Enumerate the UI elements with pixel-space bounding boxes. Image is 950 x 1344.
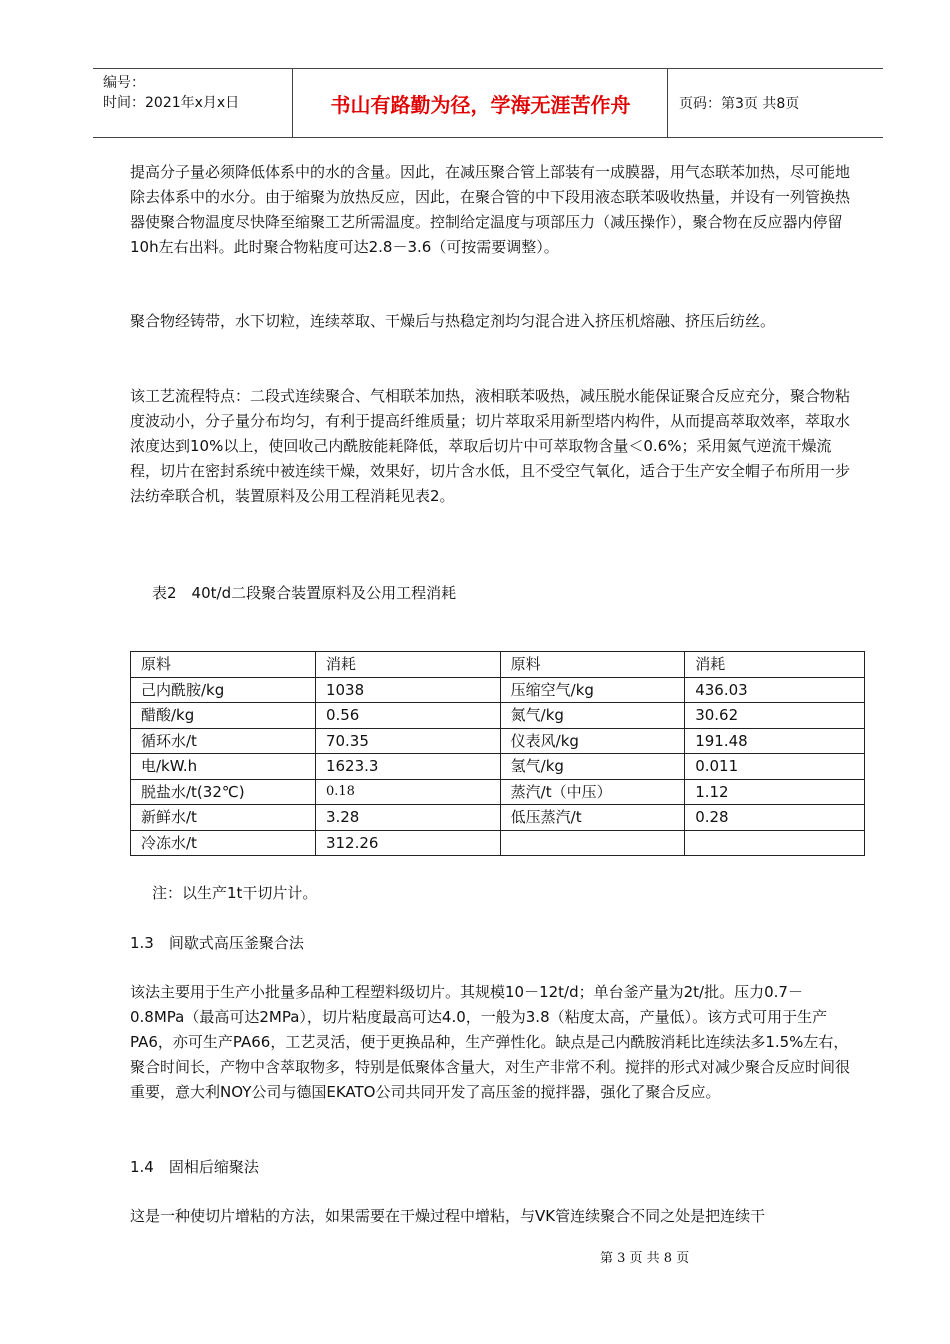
table-cell: 0.28 xyxy=(685,805,865,831)
table-cell: 己内酰胺/kg xyxy=(131,677,316,703)
header-cell: 消耗 xyxy=(315,652,500,678)
table-cell: 436.03 xyxy=(685,677,865,703)
table-cell: 冷冻水/t xyxy=(131,830,316,856)
table-cell: 压缩空气/kg xyxy=(500,677,685,703)
table-note: 注：以生产1t干切片计。 xyxy=(152,884,318,902)
table-cell: 氮气/kg xyxy=(500,703,685,729)
table-cell: 30.62 xyxy=(685,703,865,729)
section-1-4-text: 这是一种使切片增粘的方法，如果需要在干燥过程中增粘，与VK管连续聚合不同之处是把连续干 xyxy=(130,1207,766,1225)
header-meta xyxy=(93,69,293,137)
table-cell: 新鲜水/t xyxy=(131,805,316,831)
table-cell: 循环水/t xyxy=(131,728,316,754)
section-1-4-title: 1.4 固相后缩聚法 xyxy=(130,1158,259,1176)
table-cell: 0.56 xyxy=(315,703,500,729)
table-cell xyxy=(500,830,685,856)
time-label: 时间：2021年x月x日 xyxy=(103,95,240,111)
header-page-info: 页码：第3页 共8页 xyxy=(679,96,800,112)
table-row xyxy=(131,805,865,831)
header-cell: 原料 xyxy=(500,652,685,678)
table-cell: 低压蒸汽/t xyxy=(500,805,685,831)
table-cell: 1.12 xyxy=(685,779,865,805)
section-1-3-text: 该法主要用于生产小批量多品种工程塑料级切片。其规模10－12t/d；单台釜产量为2t/批。压力0.7－0.8MPa（最高可达2MPa），切片粘度最高可达4.0，一般为3.8（粘度太高，产量低）。该方式可用于生产PA6，亦可生产PA66，工艺灵活，便于更换品种，生产弹性化。缺点是己内酰胺消耗比连续法多1.5%左右，聚合时间长，产物中含萃取物多，特别是低聚体含量大，对生产非常不利。搅拌的形式对减少聚合反应时间很重要，意大利NOY公司与德国EKATO公司共同开发了高压釜的搅拌器，强化了聚合反应。 xyxy=(130,983,851,1101)
header-cell: 消耗 xyxy=(685,652,865,678)
table-cell: 70.35 xyxy=(315,728,500,754)
paragraph-2: 聚合物经铸带，水下切粒，连续萃取、干燥后与热稳定剂均匀混合进入挤压机熔融、挤压后纺丝。 xyxy=(130,312,776,330)
table-cell: 蒸汽/t（中压） xyxy=(500,779,685,805)
serial-label: 编号： xyxy=(103,75,145,91)
table-row xyxy=(131,728,865,754)
table-header-row xyxy=(131,652,865,678)
table-cell: 0.011 xyxy=(685,754,865,780)
table-row xyxy=(131,754,865,780)
table-cell: 仪表风/kg xyxy=(500,728,685,754)
table-cell: 312.26 xyxy=(315,830,500,856)
table-row xyxy=(131,703,865,729)
table-cell: 1623.3 xyxy=(315,754,500,780)
table-cell: 191.48 xyxy=(685,728,865,754)
table-cell: 1038 xyxy=(315,677,500,703)
page-footer: 第 3 页 共 8 页 xyxy=(600,1251,690,1266)
table-cell: 醋酸/kg xyxy=(131,703,316,729)
header-cell: 原料 xyxy=(131,652,316,678)
paragraph-3: 该工艺流程特点：二段式连续聚合、气相联苯加热，液相联苯吸热，减压脱水能保证聚合反应充分，聚合物粘度波动小，分子量分布均匀，有利于提高纤维质量；切片萃取采用新型塔内构件，从而提高萃取效率，萃取水浓度达到10%以上，使回收己内酰胺能耗降低，萃取后切片中可萃取物含量＜0.6%；采用氮气逆流干燥流程，切片在密封系统中被连续干燥，效果好，切片含水低，且不受空气氧化，适合于生产安全帽子布所用一步法纺牵联合机，装置原料及公用工程消耗见表2。 xyxy=(130,387,851,505)
table-cell: 电/kW.h xyxy=(131,754,316,780)
table-cell: 氢气/kg xyxy=(500,754,685,780)
table-caption: 表2 40t/d二段聚合装置原料及公用工程消耗 xyxy=(152,584,457,602)
table-cell xyxy=(685,830,865,856)
page-header xyxy=(93,68,883,138)
table-cell: 脱盐水/t(32℃) xyxy=(131,779,316,805)
table-row xyxy=(131,779,865,805)
consumption-table xyxy=(130,651,865,856)
table-row xyxy=(131,830,865,856)
table-cell: 3.28 xyxy=(315,805,500,831)
table-row xyxy=(131,677,865,703)
table-cell: 0.18 xyxy=(315,779,500,805)
header-motto: 书山有路勤为径，学海无涯苦作舟 xyxy=(294,69,668,137)
section-1-3-title: 1.3 间歇式高压釜聚合法 xyxy=(130,934,304,952)
paragraph-1: 提高分子量必须降低体系中的水的含量。因此，在减压聚合管上部装有一成膜器，用气态联苯加热，尽可能地除去体系中的水分。由于缩聚为放热反应，因此，在聚合管的中下段用液态联苯吸收热量，并设有一列管换热器使聚合物温度尽快降至缩聚工艺所需温度。控制给定温度与项部压力（减压操作），聚合物在反应器内停留10h左右出料。此时聚合物粘度可达2.8－3.6（可按需要调整）。 xyxy=(130,163,851,256)
